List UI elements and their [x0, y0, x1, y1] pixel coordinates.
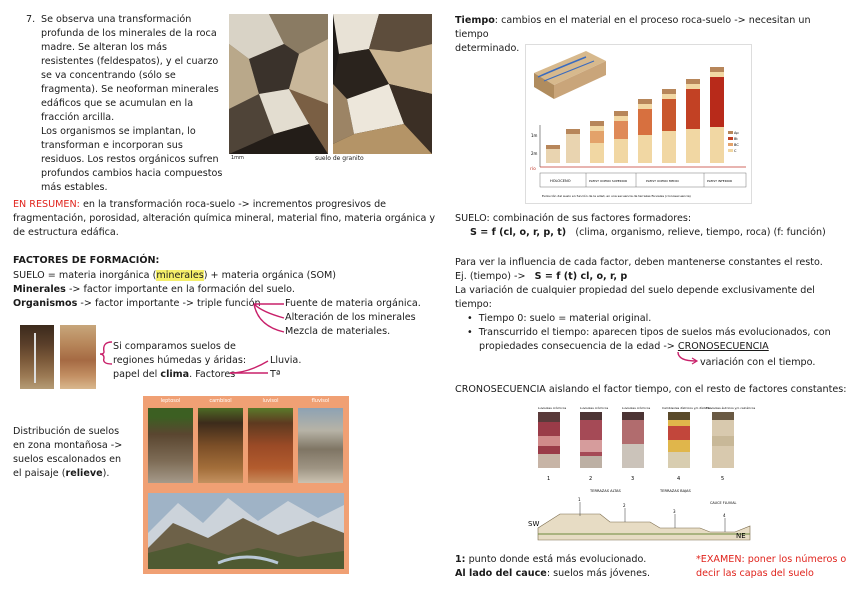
item-7-number: 7.	[26, 14, 36, 25]
organismos-word: Organismos	[13, 298, 78, 309]
clima-text	[113, 340, 246, 382]
factor-temperatura: Tª	[270, 369, 281, 380]
item-7-text	[41, 13, 231, 195]
period-pleistoceno-superior: PLEIST OCENO SUPERIOR	[589, 179, 628, 183]
bullet-dot: •	[467, 327, 479, 338]
bullet-dot: •	[467, 313, 479, 324]
clima-factors	[270, 354, 301, 382]
soil-photo-leptosol	[148, 408, 193, 483]
svg-text:2m: 2m	[531, 151, 538, 156]
tiempo-word: Tiempo	[455, 15, 495, 26]
variacion-text: variación con el tiempo.	[700, 357, 816, 368]
clima-line-3	[113, 368, 246, 382]
section-number-1: 1	[578, 497, 581, 502]
bullet-transcurrido	[455, 326, 845, 340]
note-2-bold: Al lado del cauce	[455, 568, 547, 579]
soil-profile-humid-photo	[20, 325, 54, 389]
profile-number-1: 1	[547, 476, 551, 482]
note-1-bold: 1:	[455, 554, 466, 565]
cronosecuencia-line: CRONOSECUENCIA aislando el factor tiempo, con el resto de factores constantes:	[455, 384, 847, 395]
photo-caption: suelo de granito	[315, 155, 364, 162]
clima-line-1: Si comparamos suelos de	[113, 341, 236, 352]
note-2	[455, 567, 650, 581]
influencia-line-3: La variación de cualquier propiedad del suelo depende exclusivamente del	[455, 285, 815, 296]
influencia-line-2	[455, 270, 845, 284]
organismos-line	[13, 297, 261, 311]
profile-label-3: Luvisoles crómicos	[622, 406, 651, 410]
legend-c: C	[734, 149, 737, 153]
terrace-label-altas: TERRAZAS ALTAS	[590, 489, 621, 493]
suelo-formula: S = f (cl, o, r, p, t)	[470, 227, 567, 238]
organismos-brace-arrows	[252, 298, 288, 340]
svg-text:1m: 1m	[531, 133, 538, 138]
minerales-word: Minerales	[13, 284, 66, 295]
bullet-transcurrido-cont	[455, 340, 845, 354]
ne-label: NE	[736, 532, 746, 540]
item-7-line: residuos. Los restos orgánicos sufren	[41, 154, 219, 165]
suelo-def-prefix: SUELO = materia inorgánica (	[13, 270, 157, 281]
relieve-line-4-suffix: ).	[102, 468, 110, 479]
period-pleistoceno-inferior: PLEIST INFERIOR	[707, 179, 733, 183]
minerales-rest: -> factor importante en la formación del suelo.	[65, 284, 295, 295]
item-7-line: resistentes (feldespatos), y el cuarzo	[41, 56, 219, 67]
photo-scale-label: 1mm	[231, 155, 244, 161]
soil-label-luvisol: luvisol	[262, 398, 279, 404]
note-1-rest: punto donde está más evolucionado.	[465, 554, 647, 565]
examen-line-2: decir las capas del suelo	[696, 568, 814, 579]
profile-label-1: Luvisoles crómicos	[538, 406, 567, 410]
minerales-highlight: minerales	[156, 270, 204, 281]
influencia-line-4: tiempo:	[455, 299, 492, 310]
legend-ap: Ap	[734, 131, 739, 135]
svg-text:río: río	[530, 167, 536, 172]
tiempo-line-1-rest: : cambios en el material en el proceso roca-suelo -> necesitan un tiempo	[455, 15, 811, 40]
profile-label-4: Cambisoles dístricos y/o dísticos	[662, 406, 711, 410]
relieve-line-4	[13, 467, 122, 481]
influencia-block	[455, 256, 845, 354]
resumen-line-1	[13, 198, 438, 212]
function-item: Mezcla de materiales.	[285, 326, 391, 337]
profile-number-5: 5	[721, 476, 725, 482]
profile-number-4: 4	[677, 476, 681, 482]
profile-label-5: Fluvisoles éutricos y/o calcáricos	[706, 406, 756, 410]
profile-number-2: 2	[589, 476, 593, 482]
clima-line-3-suffix: . Factores	[189, 369, 236, 380]
profile-label-2: Luvisoles crómicos	[580, 406, 609, 410]
suelo-definition	[13, 269, 336, 283]
suelo-formula-line	[455, 226, 840, 240]
item-7-line: transforman e incorporan sus	[41, 140, 183, 151]
soil-evolution-chart	[525, 44, 752, 204]
bullet-2-text: Transcurrido el tiempo: aparecen tipos de suelos más evolucionados, con	[478, 327, 831, 338]
relieve-word: relieve	[65, 468, 103, 479]
clima-brace	[98, 340, 114, 366]
item-7-line: más estables.	[41, 182, 108, 193]
suelo-def-suffix: ) + materia orgánica (SOM)	[203, 270, 337, 281]
item-7-line: profunda de los minerales de la roca	[41, 28, 217, 39]
resumen-text: en la transformación roca-suelo -> incrementos progresivos de	[79, 199, 387, 210]
factor-lluvia: Lluvia.	[270, 355, 302, 366]
period-holoceno: HOLOCENO	[550, 179, 571, 183]
section-number-3: 3	[673, 509, 676, 514]
item-7-line: se va concentrando (sólo se	[41, 70, 176, 81]
clima-factor-arrows	[228, 357, 272, 379]
resumen-block	[13, 198, 438, 240]
terrace-label-bajas: TERRAZAS BAJAS	[660, 489, 691, 493]
item-7-line: profundos cambios hacia compuestos	[41, 168, 223, 179]
ej-formula: S = f (t) cl, o, r, p	[534, 271, 628, 282]
variacion-arrow	[676, 352, 700, 366]
tiempo-line-1	[455, 14, 840, 42]
clima-word: clima	[160, 369, 190, 380]
function-item: Alteración de los minerales	[285, 312, 416, 323]
profile-columns	[538, 412, 734, 468]
suelo-comb-line: SUELO: combinación de sus factores formadores:	[455, 213, 692, 224]
organismos-rest: -> factor importante -> triple función	[77, 298, 261, 309]
section-number-2: 2	[623, 503, 626, 508]
soil-label-fluvisol: fluvisol	[311, 398, 330, 404]
relieve-line-2: en zona montañosa ->	[13, 440, 123, 451]
item-7-line: fracción arcilla.	[41, 112, 115, 123]
relieve-line-3: suelos escalonados en	[13, 454, 122, 465]
resumen-label: EN RESUMEN:	[13, 199, 80, 210]
function-item: Fuente de materia orgánica.	[285, 298, 421, 309]
soil-label-leptosol: leptosol	[160, 398, 181, 404]
cronosecuencia-figure	[520, 400, 756, 548]
terrace-label-cauce: CAUCE FLUVIAL	[710, 501, 737, 505]
period-pleistoceno-medio: PLEIST OCENO MEDIO	[646, 179, 679, 183]
sw-label: SW	[528, 520, 540, 528]
item-7-line: edáficos que se acumulan en la	[41, 98, 194, 109]
suelo-formula-note: (clima, organismo, relieve, tiempo, roca) (f: función)	[575, 227, 826, 238]
relieve-line-4-prefix: el paisaje (	[13, 468, 66, 479]
mountain-valley-photo	[148, 493, 344, 569]
note-1	[455, 553, 650, 567]
examen-note	[696, 553, 846, 581]
legend-bc: BC	[734, 143, 739, 147]
bullet-2-cont: propiedades consecuencia de la edad ->	[479, 341, 678, 352]
granite-micrograph-photo	[229, 14, 432, 154]
minerales-line	[13, 283, 295, 297]
bullet-1-text: Tiempo 0: suelo = material original.	[478, 313, 652, 324]
factores-title: FACTORES DE FORMACIÓN:	[13, 255, 160, 266]
resumen-line-2: fragmentación, porosidad, alteración química mineral, material fino, materia orgánica y	[13, 213, 436, 224]
soil-label-cambisol: cambisol	[209, 398, 232, 404]
chart-caption: Evolución del suelo en función de la edad, en una secuencia de terrazas fluviales (cronosecuencia)	[542, 194, 691, 198]
relieve-landscape-figure	[143, 396, 349, 574]
ej-tiempo: Ej. (tiempo) ->	[455, 271, 526, 282]
suelo-combination	[455, 212, 840, 240]
bullet-tiempo-0	[455, 312, 845, 326]
legend-bt: Bt	[734, 137, 738, 141]
note-2-rest: : suelos más jóvenes.	[546, 568, 651, 579]
item-7-line: fragmenta). Se neoforman minerales	[41, 84, 219, 95]
relieve-line-1: Distribución de suelos	[13, 426, 120, 437]
footer-notes	[455, 553, 650, 581]
item-7-line: madre. Se alteran los más	[41, 42, 168, 53]
soil-photo-luvisol	[248, 408, 293, 483]
resumen-line-3: de estructura edáfica.	[13, 227, 119, 238]
soil-profile-arid-photo	[60, 325, 96, 389]
section-number-4: 4	[723, 513, 726, 518]
influencia-line-1: Para ver la influencia de cada factor, deben mantenerse constantes el resto.	[455, 257, 823, 268]
item-7-line: Se observa una transformación	[41, 14, 192, 25]
soil-photo-fluvisol	[298, 408, 343, 483]
examen-line-1: *EXAMEN: poner los números o	[696, 554, 847, 565]
clima-line-3-prefix: papel del	[113, 369, 161, 380]
clima-line-2: regiones húmedas y áridas:	[113, 355, 247, 366]
profile-number-3: 3	[631, 476, 635, 482]
relieve-text	[13, 425, 122, 481]
item-7-line: Los organismos se implantan, lo	[41, 126, 196, 137]
tiempo-line-2: determinado.	[455, 43, 520, 54]
cronosecuencia-word: CRONOSECUENCIA	[677, 341, 769, 352]
organismo-functions	[285, 297, 421, 339]
soil-photo-cambisol	[198, 408, 243, 483]
